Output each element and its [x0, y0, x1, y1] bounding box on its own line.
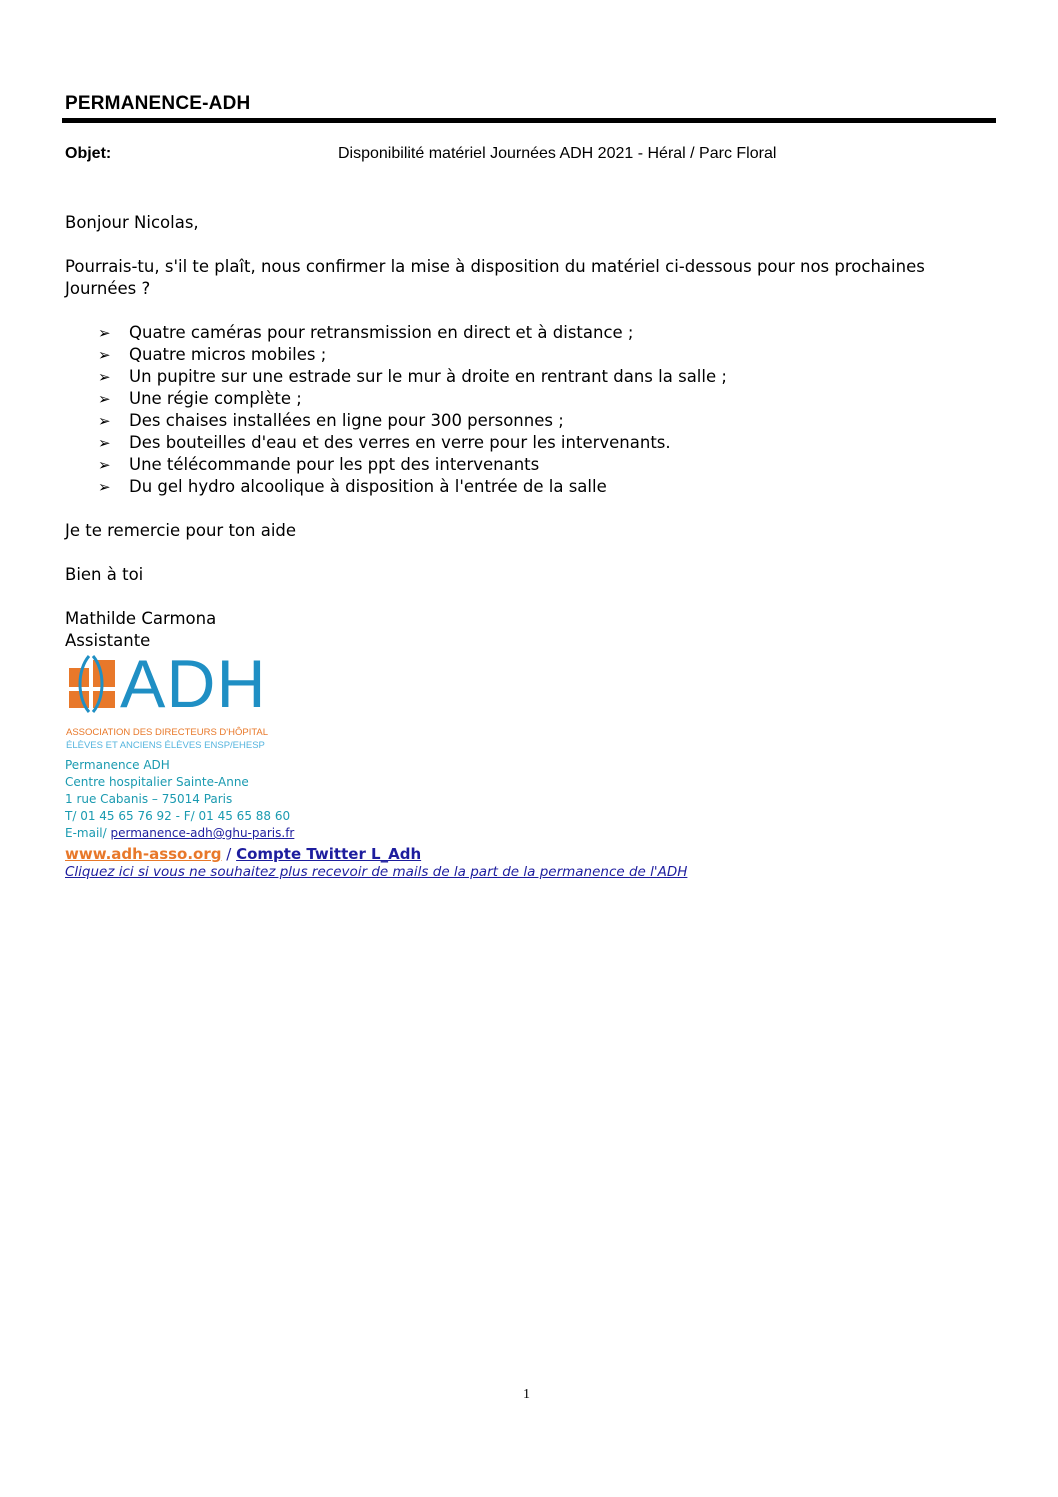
arrow-bullet-icon: ➢	[98, 368, 111, 386]
list-item	[98, 344, 965, 366]
list-item-text: Une régie complète ;	[129, 389, 302, 408]
list-item-text: Du gel hydro alcoolique à disposition à l'entrée de la salle	[129, 477, 607, 496]
list-item	[98, 432, 965, 454]
signature-role: Assistante	[65, 631, 151, 650]
links-separator: /	[221, 845, 237, 863]
contact-hospital: Centre hospitalier Sainte-Anne	[65, 775, 249, 789]
adh-logo	[64, 646, 294, 754]
list-item	[98, 454, 965, 476]
adh-logo-icon	[67, 654, 117, 714]
arrow-bullet-icon: ➢	[98, 346, 111, 364]
email-link[interactable]: permanence-adh@ghu-paris.fr	[110, 826, 295, 840]
contact-address: 1 rue Cabanis – 75014 Paris	[65, 792, 233, 806]
greeting: Bonjour Nicolas,	[65, 213, 199, 232]
contact-phone-fax: T/ 01 45 65 76 92 - F/ 01 45 65 88 60	[65, 809, 291, 823]
list-item	[98, 388, 965, 410]
logo-tagline-2: ÉLÈVES ET ANCIENS ÉLÈVES ENSP/EHESP	[66, 740, 265, 751]
arrow-bullet-icon: ➢	[98, 456, 111, 474]
list-item-text: Des bouteilles d'eau et des verres en verre pour les intervenants.	[129, 433, 671, 452]
page-number: 1	[523, 1387, 530, 1402]
list-item	[98, 476, 965, 498]
arrow-bullet-icon: ➢	[98, 390, 111, 408]
contact-block	[65, 757, 294, 842]
arrow-bullet-icon: ➢	[98, 324, 111, 342]
links-line	[65, 845, 421, 863]
contact-org: Permanence ADH	[65, 758, 170, 772]
list-item-text: Une télécommande pour les ppt des intervenants	[129, 455, 540, 474]
list-item-text: Quatre micros mobiles ;	[129, 345, 327, 364]
thanks-line: Je te remercie pour ton aide	[65, 521, 297, 540]
arrow-bullet-icon: ➢	[98, 478, 111, 496]
list-item-text: Des chaises installées en ligne pour 300 personnes ;	[129, 411, 564, 430]
list-item-text: Quatre caméras pour retransmission en direct et à distance ;	[129, 323, 634, 342]
subject-label: Objet:	[65, 145, 112, 162]
list-item	[98, 410, 965, 432]
email-prefix: E-mail/	[65, 826, 111, 840]
message-body	[65, 212, 965, 652]
closing-line: Bien à toi	[65, 565, 144, 584]
request-paragraph: Pourrais-tu, s'il te plaît, nous confirmer la mise à disposition du matériel ci-dessous pour nos prochaines Journées ?	[65, 257, 925, 298]
logo-tagline-1: ASSOCIATION DES DIRECTEURS D'HÔPITAL	[66, 727, 269, 738]
subject-value: Disponibilité matériel Journées ADH 2021 - Héral / Parc Floral	[338, 145, 777, 162]
equipment-list	[65, 322, 965, 498]
list-item	[98, 322, 965, 344]
logo-wordmark: ADH	[120, 646, 267, 722]
list-item	[98, 366, 965, 388]
list-item-text: Un pupitre sur une estrade sur le mur à droite en rentrant dans la salle ;	[129, 367, 727, 386]
arrow-bullet-icon: ➢	[98, 412, 111, 430]
header-divider	[62, 118, 996, 123]
twitter-link[interactable]: Compte Twitter L_Adh	[236, 845, 422, 863]
sender-header: PERMANENCE-ADH	[65, 93, 251, 114]
unsubscribe-link[interactable]: Cliquez ici si vous ne souhaitez plus recevoir de mails de la part de la permanence de l'ADH	[65, 864, 688, 880]
arrow-bullet-icon: ➢	[98, 434, 111, 452]
website-link[interactable]: www.adh-asso.org	[65, 845, 222, 863]
signature-name: Mathilde Carmona	[65, 609, 217, 628]
contact-email-line	[65, 825, 294, 842]
